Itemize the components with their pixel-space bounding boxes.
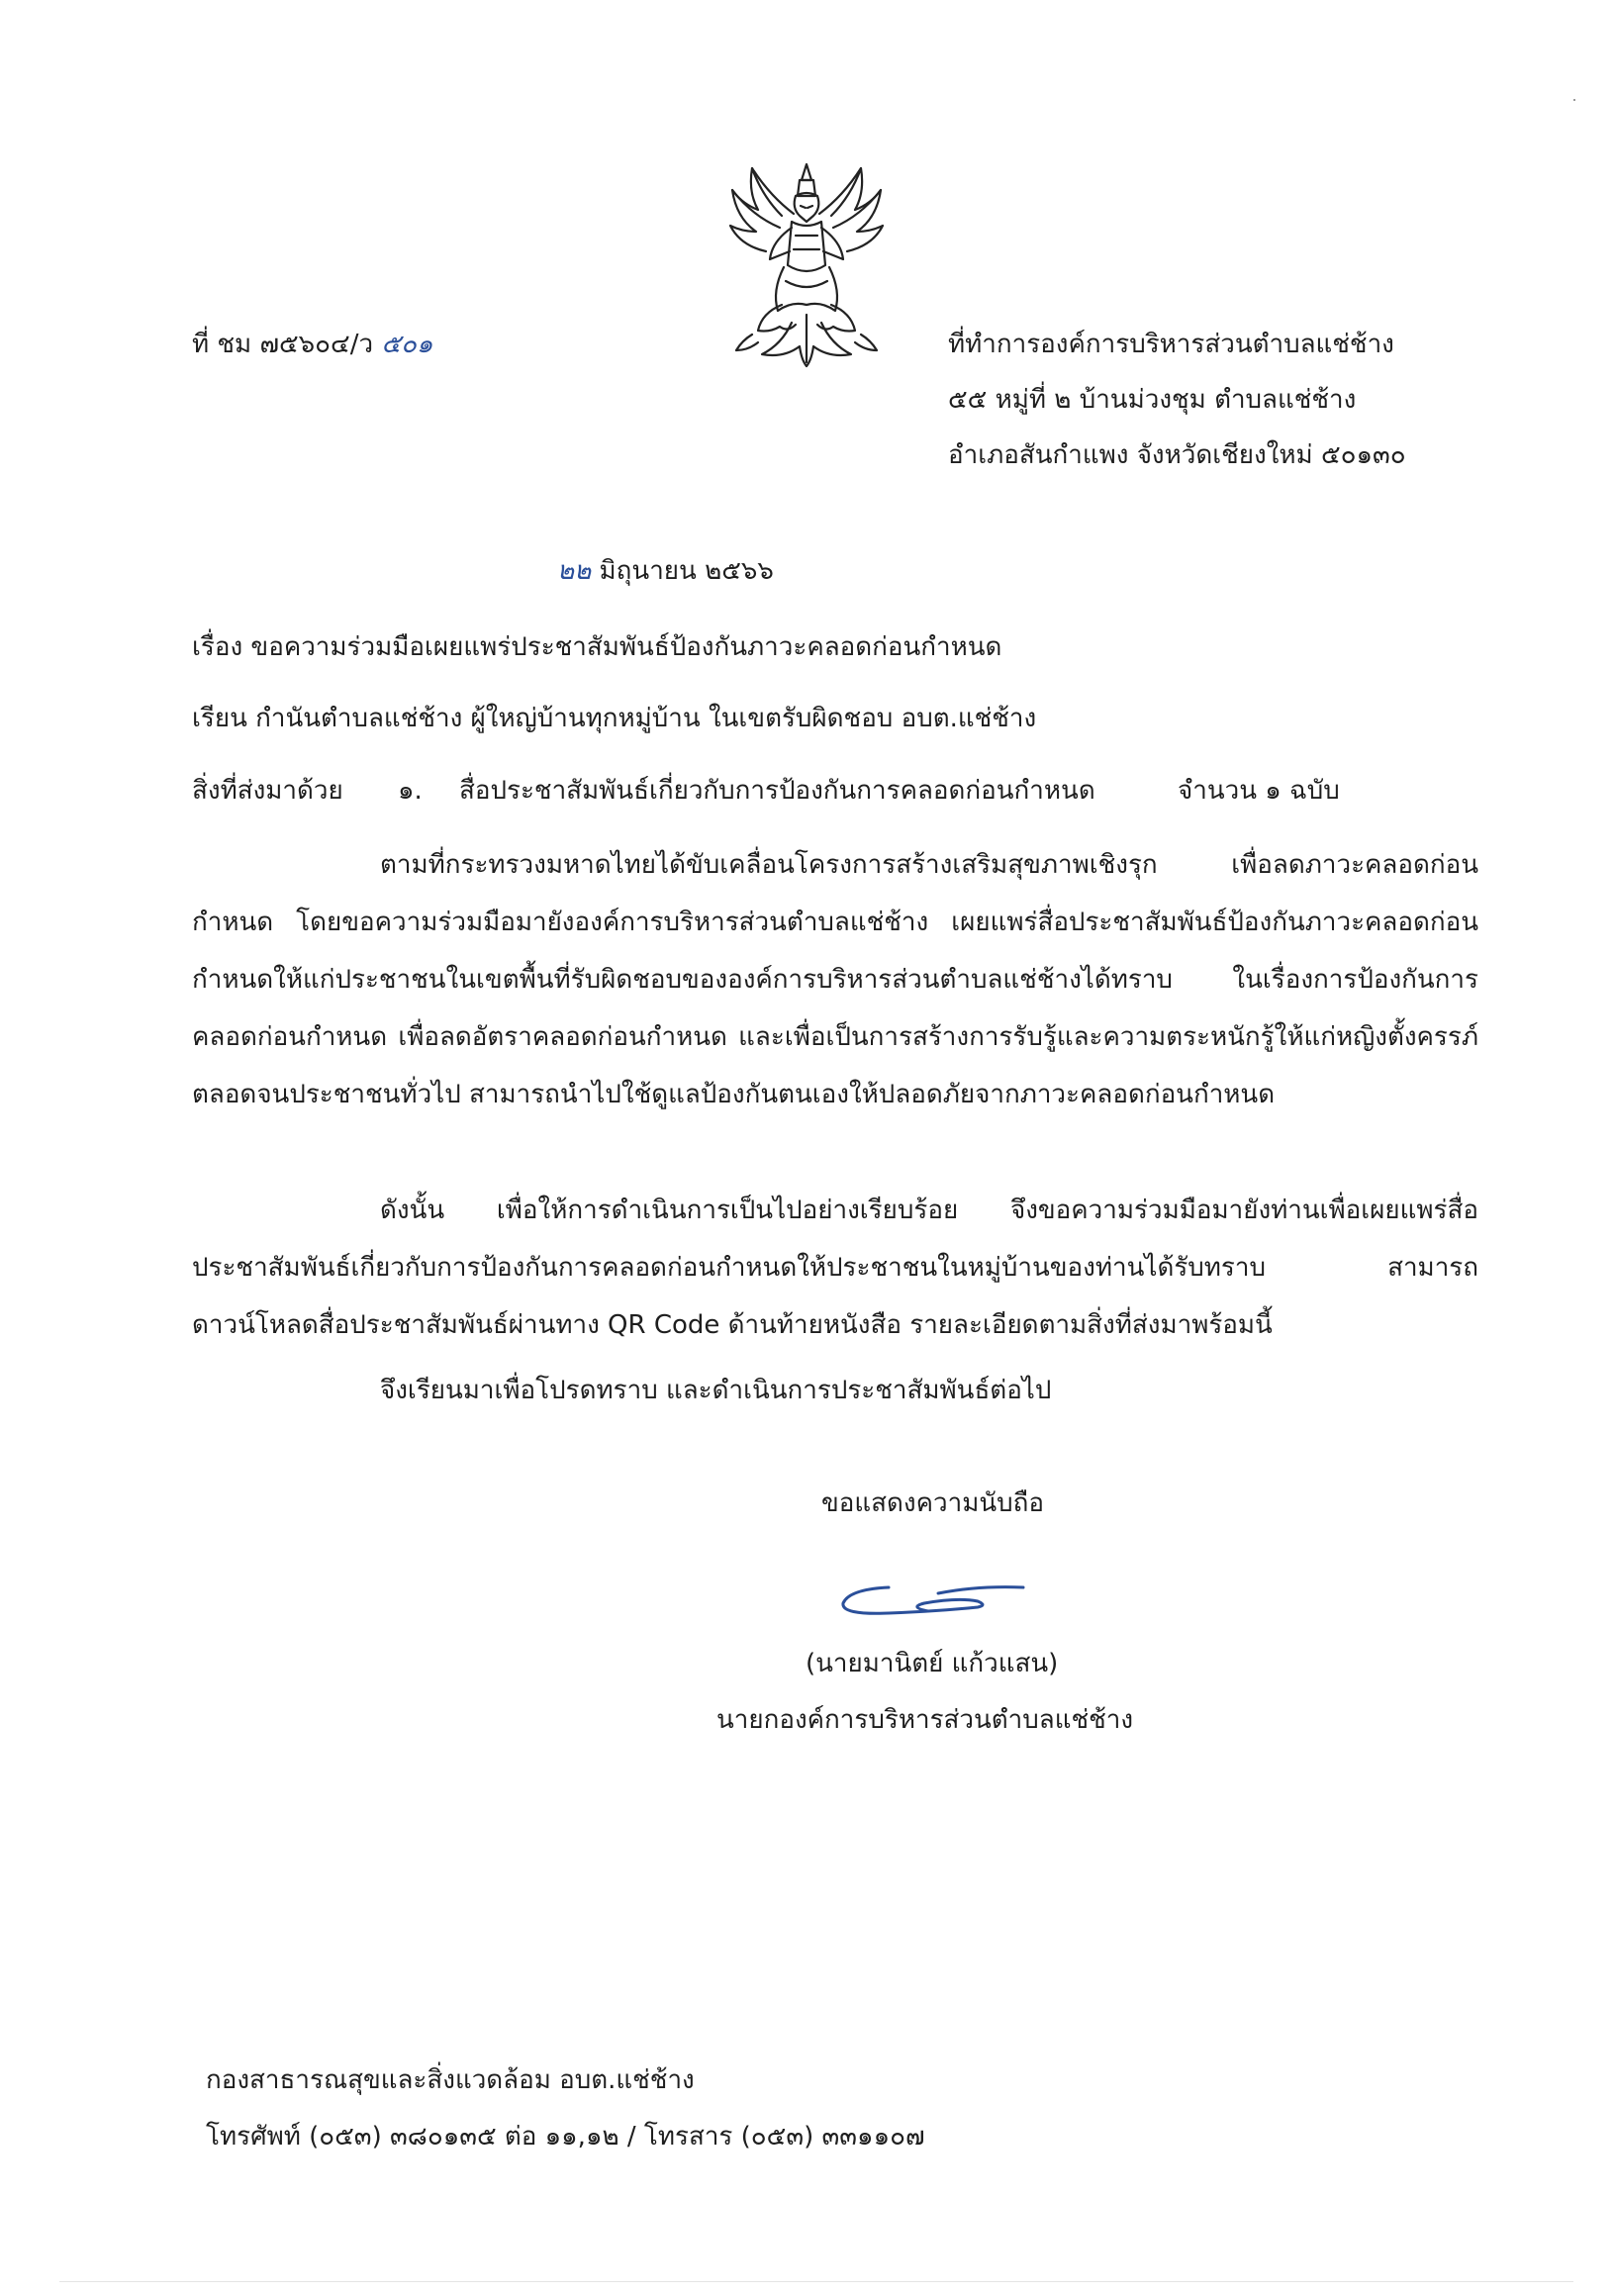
reference-number: [192, 328, 432, 361]
body-paragraph-1: ตามที่กระทรวงมหาดไทยได้ขับเคลื่อนโครงการสร้างเสริมสุขภาพเชิงรุก เพื่อลดภาวะคลอดก่อนกำหนด โดยขอความร่วมมือมายังองค์การบริหารส่วนตำบลแช่ช้าง เผยแพร่สื่อประชาสัมพันธ์ป้องกันภาวะคลอดก่อนกำหนดให้แก่ประชาชนในเขตพื้นที่รับผิดชอบขององค์การบริหารส่วนตำบลแช่ช้างได้ทราบ ในเรื่องการป้องกันการคลอดก่อนกำหนด เพื่อลดอัตราคลอดก่อนกำหนด และเพื่อเป็นการสร้างการรับรู้และความตระหนักรู้ให้แก่หญิงตั้งครรภ์ตลอดจนประชาชนทั่วไป สามารถนำไปใช้ดูแลป้องกันตนเองให้ปลอดภัยจากภาวะคลอดก่อนกำหนด: [192, 850, 1478, 1109]
sender-address-line-3: อำเภอสันกำแพง จังหวัดเชียงใหม่ ๕๐๑๓๐: [948, 440, 1406, 470]
closing-request: จึงเรียนมาเพื่อโปรดทราบ และดำเนินการประชาสัมพันธ์ต่อไป: [380, 1376, 1052, 1405]
signature-icon: [829, 1574, 1027, 1633]
closing-regards: ขอแสดงความนับถือ: [821, 1488, 1044, 1518]
letter-subject: เรื่อง ขอความร่วมมือเผยแพร่ประชาสัมพันธ์ป้องกันภาวะคลอดก่อนกำหนด: [192, 632, 1002, 662]
sender-address-line-2: ๕๕ หมู่ที่ ๒ บ้านม่วงชุม ตำบลแช่ช้าง: [948, 385, 1357, 415]
scan-edge-line: [59, 2281, 1573, 2282]
date-day-handwritten: ๒๒: [557, 556, 592, 586]
reference-prefix: ที่ ชม ๗๕๖๐๔/ว: [192, 330, 374, 359]
letter-recipient: เรียน กำนันตำบลแช่ช้าง ผู้ใหญ่บ้านทุกหมู่บ้าน ในเขตรับผิดชอบ อบต.แช่ช้าง: [192, 704, 1037, 733]
footer-department: กองสาธารณสุขและสิ่งแวดล้อม อบต.แช่ช้าง: [206, 2065, 695, 2095]
reference-number-handwritten: ๕๐๑: [381, 330, 433, 359]
sender-address-line-1: ที่ทำการองค์การบริหารส่วนตำบลแช่ช้าง: [948, 330, 1394, 359]
letter-date: [557, 554, 774, 588]
footer-contact: โทรศัพท์ (๐๕๓) ๓๘๐๑๓๕ ต่อ ๑๑,๑๒ / โทรสาร (๐๕๓) ๓๓๑๑๐๗: [206, 2122, 925, 2152]
garuda-emblem-icon: [722, 156, 891, 369]
signer-title: นายกองค์การบริหารส่วนตำบลแช่ช้าง: [716, 1705, 1134, 1735]
enclosure-line: [192, 774, 1419, 808]
enclosure-label: สิ่งที่ส่งมาด้วย: [192, 776, 343, 806]
enclosure-text: สื่อประชาสัมพันธ์เกี่ยวกับการป้องกันการคลอดก่อนกำหนด: [459, 776, 1095, 806]
signer-name: (นายมานิตย์ แก้วแสน): [806, 1649, 1059, 1678]
scan-speck: [1573, 99, 1575, 101]
enclosure-number: ๑.: [398, 776, 423, 806]
enclosure-quantity: จำนวน ๑ ฉบับ: [1178, 776, 1340, 806]
date-month-year: มิถุนายน ๒๕๖๖: [599, 556, 774, 586]
body-paragraph-2: ดังนั้น เพื่อให้การดำเนินการเป็นไปอย่างเรียบร้อย จึงขอความร่วมมือมายังท่านเพื่อเผยแพร่สื่อประชาสัมพันธ์เกี่ยวกับการป้องกันการคลอดก่อนกำหนดให้ประชาชนในหมู่บ้านของท่านได้รับทราบ สามารถดาวน์โหลดสื่อประชาสัมพันธ์ผ่านทาง QR Code ด้านท้ายหนังสือ รายละเอียดตามสิ่งที่ส่งมาพร้อมนี้: [192, 1196, 1478, 1340]
